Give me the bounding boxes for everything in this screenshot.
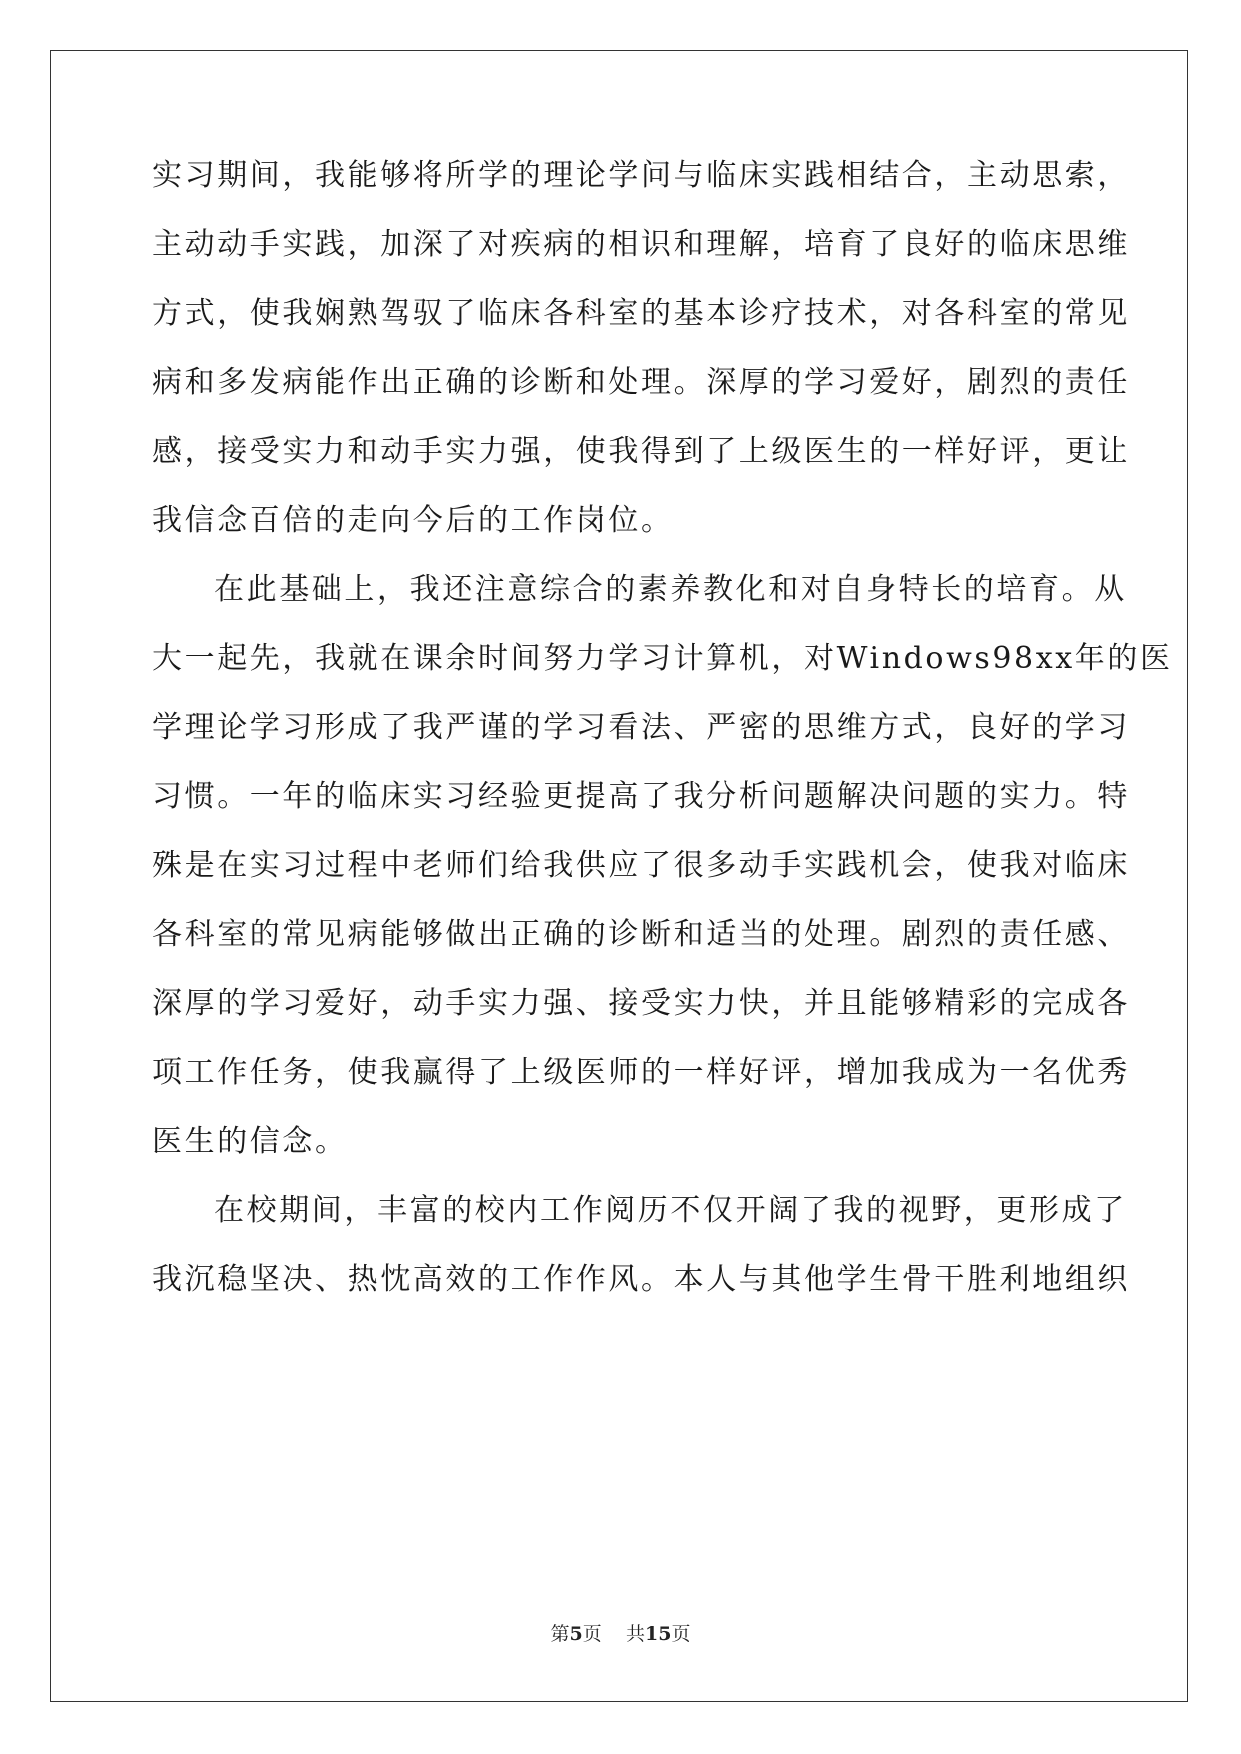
- text-line-2: 主动动手实践，加深了对疾病的相识和理解，培育了良好的临床思维: [152, 227, 1130, 262]
- text-line-11: 殊是在实习过程中老师们给我供应了很多动手实践机会，使我对临床: [152, 848, 1130, 883]
- page-number: 5: [569, 1623, 583, 1645]
- page-suffix: 页: [582, 1623, 602, 1645]
- total-pages: 15: [644, 1623, 672, 1645]
- text-line-5: 感，接受实力和动手实力强，使我得到了上级医生的一样好评，更让: [152, 434, 1130, 469]
- text-line-16: 在校期间，丰富的校内工作阅历不仅开阔了我的视野，更形成了: [214, 1193, 1127, 1228]
- total-prefix: 共: [625, 1623, 645, 1645]
- page-footer: [0, 1619, 1241, 1646]
- text-line-12: 各科室的常见病能够做出正确的诊断和适当的处理。剧烈的责任感、: [152, 917, 1130, 952]
- text-line-1: 实习期间，我能够将所学的理论学问与临床实践相结合，主动思索，: [152, 158, 1130, 193]
- text-line-13: 深厚的学习爱好，动手实力强、接受实力快，并且能够精彩的完成各: [152, 986, 1130, 1021]
- text-line-6: 我信念百倍的走向今后的工作岗位。: [152, 503, 674, 538]
- text-line-3: 方式，使我娴熟驾驭了临床各科室的基本诊疗技术，对各科室的常见: [152, 296, 1130, 331]
- text-line-4: 病和多发病能作出正确的诊断和处理。深厚的学习爱好，剧烈的责任: [152, 365, 1130, 400]
- total-suffix: 页: [671, 1623, 691, 1645]
- text-line-15: 医生的信念。: [152, 1124, 348, 1159]
- text-line-7: 在此基础上，我还注意综合的素养教化和对自身特长的培育。从: [214, 572, 1127, 607]
- page-prefix: 第: [550, 1623, 570, 1645]
- text-line-9: 学理论学习形成了我严谨的学习看法、严密的思维方式，良好的学习: [152, 710, 1130, 745]
- text-line-14: 项工作任务，使我赢得了上级医师的一样好评，增加我成为一名优秀: [152, 1055, 1130, 1090]
- text-line-8: 大一起先，我就在课余时间努力学习计算机，对Windows98xx年的医: [152, 641, 1173, 676]
- text-line-17: 我沉稳坚决、热忱高效的工作作风。本人与其他学生骨干胜利地组织: [152, 1262, 1130, 1297]
- text-line-10: 习惯。一年的临床实习经验更提高了我分析问题解决问题的实力。特: [152, 779, 1130, 814]
